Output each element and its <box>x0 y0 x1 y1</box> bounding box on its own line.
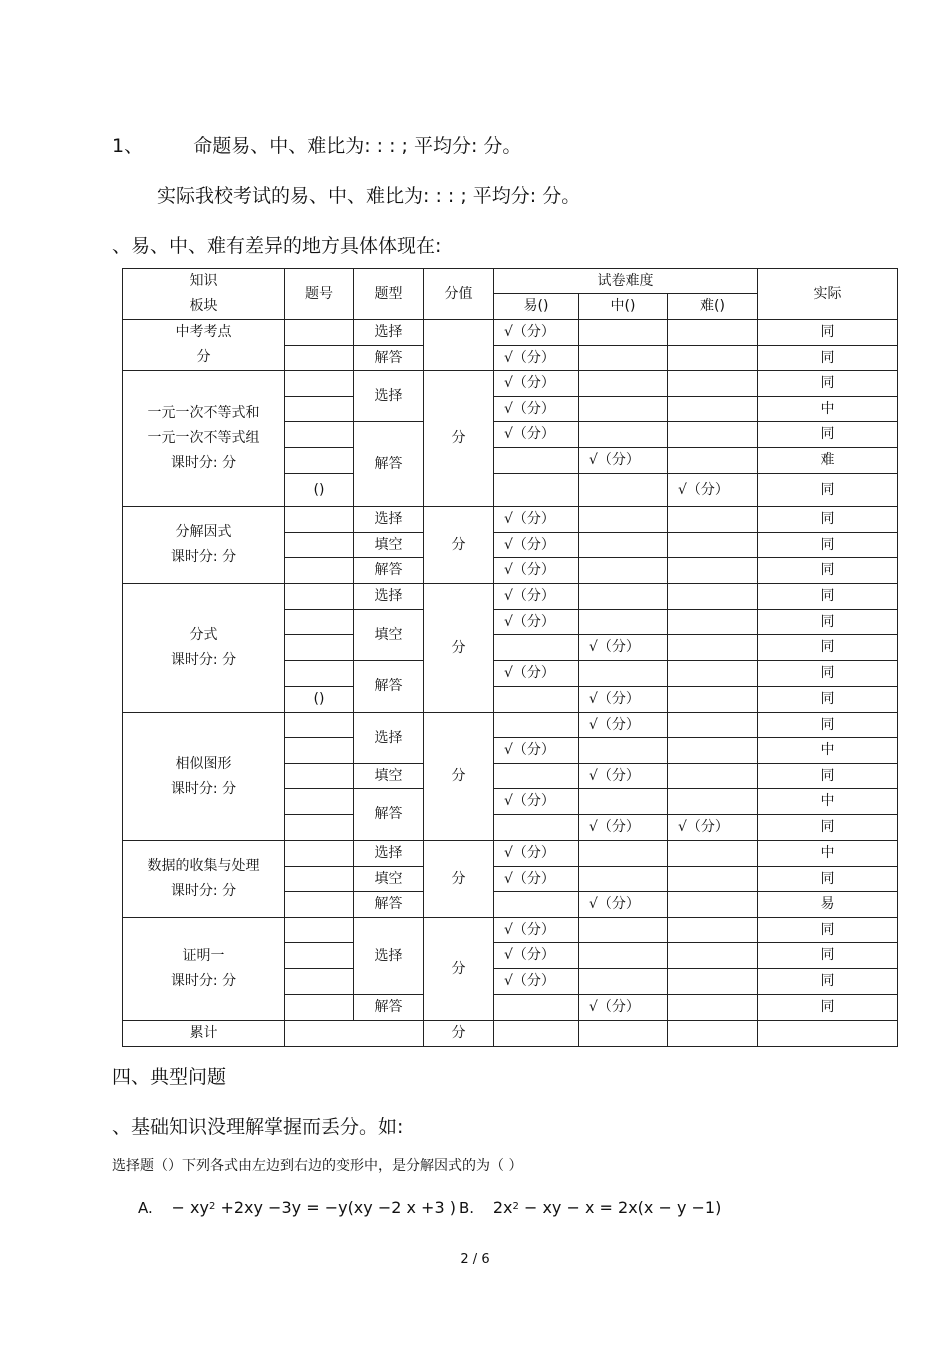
question-type-cell: 选择 <box>354 713 424 764</box>
question-type-cell: 解答 <box>354 661 424 713</box>
hard-cell <box>668 867 758 892</box>
mid-cell: √（分） <box>579 687 668 713</box>
hard-cell <box>668 995 758 1021</box>
mid-cell <box>579 918 668 943</box>
easy-cell: √（分） <box>494 371 579 397</box>
actual-cell: 同 <box>758 610 898 635</box>
header-knowledge: 知识 板块 <box>123 269 285 320</box>
hard-cell <box>668 533 758 558</box>
topic-line: 课时分: 分 <box>170 883 237 899</box>
hard-cell <box>668 918 758 943</box>
topic-line: 证明一 <box>182 948 225 964</box>
mid-cell <box>579 533 668 558</box>
question-number-cell <box>285 635 354 661</box>
mid-cell <box>579 969 668 995</box>
hard-cell <box>668 584 758 610</box>
question-number-cell <box>285 713 354 738</box>
mid-cell <box>579 320 668 346</box>
hard-cell <box>668 448 758 474</box>
topic-line: 课时分: 分 <box>170 780 237 797</box>
score-cell <box>424 320 494 371</box>
question-type-cell: 解答 <box>354 789 424 841</box>
total-empty-cell <box>494 1021 579 1047</box>
topic-cell <box>123 713 285 841</box>
header-score: 分值 <box>424 269 494 320</box>
mid-cell <box>579 346 668 371</box>
hard-cell <box>668 371 758 397</box>
topic-line: 课时分: 分 <box>170 652 237 668</box>
question-number-cell <box>285 584 354 610</box>
question-number-cell <box>285 867 354 892</box>
easy-cell: √（分） <box>494 661 579 687</box>
easy-cell: √（分） <box>494 943 579 969</box>
hard-cell <box>668 789 758 815</box>
topic-line: 分解因式 <box>175 524 232 540</box>
score-cell: 分 <box>424 841 494 918</box>
table-row <box>123 841 898 867</box>
actual-cell: 中 <box>758 738 898 764</box>
easy-cell: √（分） <box>494 610 579 635</box>
page-number: 2 / 6 <box>460 1252 490 1267</box>
question-number-cell <box>285 397 354 422</box>
question-number-cell <box>285 789 354 815</box>
actual-cell: 同 <box>758 661 898 687</box>
question-type-cell: 解答 <box>354 892 424 918</box>
hard-cell <box>668 610 758 635</box>
actual-cell: 中 <box>758 397 898 422</box>
actual-cell: 同 <box>758 713 898 738</box>
actual-cell: 同 <box>758 635 898 661</box>
option-a-formula: − $xy^2 +2xy -3y = -y(xy -2$ x +3 ) <box>171 1198 456 1217</box>
hard-cell <box>668 397 758 422</box>
actual-cell: 同 <box>758 533 898 558</box>
easy-cell: √（分） <box>494 346 579 371</box>
actual-cell: 中 <box>758 841 898 867</box>
hard-cell <box>668 635 758 661</box>
question-number-cell <box>285 918 354 943</box>
score-cell: 分 <box>424 918 494 1021</box>
total-empty-cell <box>579 1021 668 1047</box>
actual-cell: 同 <box>758 371 898 397</box>
hard-cell <box>668 738 758 764</box>
question-number-cell <box>285 815 354 841</box>
topic-cell <box>123 584 285 713</box>
question-type-cell: 解答 <box>354 558 424 584</box>
mid-cell <box>579 738 668 764</box>
header-type: 题型 <box>354 269 424 320</box>
easy-cell <box>494 687 579 713</box>
actual-cell: 同 <box>758 815 898 841</box>
topic-line: 课时分: 分 <box>170 973 237 989</box>
topic-line: 一元一次不等式和 <box>147 405 260 421</box>
mid-cell <box>579 867 668 892</box>
hard-cell <box>668 507 758 533</box>
actual-cell: 同 <box>758 474 898 507</box>
mid-cell <box>579 507 668 533</box>
mid-cell <box>579 841 668 867</box>
question-number-cell <box>285 841 354 867</box>
question-number-cell <box>285 422 354 448</box>
easy-cell: √（分） <box>494 738 579 764</box>
question-type-cell: 填空 <box>354 764 424 789</box>
difficulty-table <box>122 268 898 1047</box>
question-number-cell <box>285 738 354 764</box>
question-number-cell <box>285 533 354 558</box>
header-mid: 中() <box>579 294 668 320</box>
actual-cell: 中 <box>758 789 898 815</box>
actual-cell: 同 <box>758 969 898 995</box>
easy-cell <box>494 815 579 841</box>
mid-cell <box>579 371 668 397</box>
question-number-cell <box>285 995 354 1021</box>
topic-line: 课时分: 分 <box>170 455 237 471</box>
question-type-cell: 解答 <box>354 422 424 507</box>
total-empty-cell <box>668 1021 758 1047</box>
actual-cell: 同 <box>758 320 898 346</box>
question-type-cell: 选择 <box>354 507 424 533</box>
header-number: 题号 <box>285 269 354 320</box>
actual-cell: 同 <box>758 995 898 1021</box>
total-label: 累计 <box>123 1021 285 1047</box>
hard-cell <box>668 943 758 969</box>
actual-cell: 易 <box>758 892 898 918</box>
question-type-cell: 选择 <box>354 918 424 995</box>
mid-cell <box>579 474 668 507</box>
item-number: 1、 <box>112 135 144 157</box>
score-cell: 分 <box>424 371 494 507</box>
easy-cell: √（分） <box>494 867 579 892</box>
section-4-heading: 四、典型问题 <box>112 1066 227 1088</box>
topic-cell <box>123 918 285 1021</box>
ratio-actual-text: 实际我校考试的易、中、难比为: : : ; 平均分: 分。 <box>157 185 581 207</box>
mid-cell <box>579 584 668 610</box>
actual-cell: 同 <box>758 558 898 584</box>
actual-cell: 同 <box>758 867 898 892</box>
actual-cell: 同 <box>758 507 898 533</box>
question-type-cell: 填空 <box>354 867 424 892</box>
question-number-cell <box>285 507 354 533</box>
question-type-cell: 解答 <box>354 346 424 371</box>
easy-cell: √（分） <box>494 507 579 533</box>
easy-cell <box>494 474 579 507</box>
hard-cell <box>668 687 758 713</box>
topic-line: 中考考点 <box>175 324 232 340</box>
actual-cell: 同 <box>758 687 898 713</box>
question-number-cell: () <box>285 687 354 713</box>
question-number-cell <box>285 969 354 995</box>
option-a <box>138 1198 456 1217</box>
hard-cell <box>668 422 758 448</box>
question-type-cell: 填空 <box>354 533 424 558</box>
score-cell: 分 <box>424 713 494 841</box>
question-number-cell <box>285 346 354 371</box>
hard-cell: √（分） <box>668 815 758 841</box>
easy-cell: √（分） <box>494 584 579 610</box>
question-number-cell <box>285 610 354 635</box>
easy-cell: √（分） <box>494 789 579 815</box>
question-number-cell <box>285 764 354 789</box>
mid-cell: √（分） <box>579 635 668 661</box>
question-number-cell <box>285 320 354 346</box>
easy-cell <box>494 713 579 738</box>
easy-cell: √（分） <box>494 841 579 867</box>
question-type-cell: 选择 <box>354 584 424 610</box>
hard-cell: √（分） <box>668 474 758 507</box>
mid-cell <box>579 558 668 584</box>
easy-cell: √（分） <box>494 558 579 584</box>
hard-cell <box>668 713 758 738</box>
total-row <box>123 1021 898 1047</box>
easy-cell: √（分） <box>494 397 579 422</box>
question-type-cell: 选择 <box>354 841 424 867</box>
actual-cell: 同 <box>758 422 898 448</box>
question-number-cell: () <box>285 474 354 507</box>
mid-cell <box>579 397 668 422</box>
mid-cell: √（分） <box>579 995 668 1021</box>
easy-cell: √（分） <box>494 320 579 346</box>
easy-cell: √（分） <box>494 422 579 448</box>
total-score: 分 <box>424 1021 494 1047</box>
option-b-formula: $2x^2$ − xy − x = 2x(x − y −1) <box>492 1198 722 1217</box>
mid-cell <box>579 789 668 815</box>
hard-cell <box>668 764 758 789</box>
question-number-cell <box>285 892 354 918</box>
topic-line: 分式 <box>189 627 218 643</box>
easy-cell <box>494 764 579 789</box>
hard-cell <box>668 320 758 346</box>
actual-cell: 同 <box>758 918 898 943</box>
easy-cell: √（分） <box>494 969 579 995</box>
mid-cell: √（分） <box>579 764 668 789</box>
score-cell: 分 <box>424 507 494 584</box>
topic-line: 分 <box>196 349 211 365</box>
hard-cell <box>668 558 758 584</box>
topic-line: 数据的收集与处理 <box>147 858 260 874</box>
choice-question: 选择题（）下列各式由左边到右边的变形中，是分解因式的为（ ） <box>112 1158 523 1174</box>
total-blank <box>285 1021 424 1047</box>
difference-heading: 、易、中、难有差异的地方具体体现在: <box>112 235 442 257</box>
score-cell: 分 <box>424 584 494 713</box>
easy-cell <box>494 995 579 1021</box>
table-row <box>123 507 898 533</box>
question-number-cell <box>285 661 354 687</box>
question-number-cell <box>285 448 354 474</box>
header-easy: 易() <box>494 294 579 320</box>
topic-line: 课时分: 分 <box>170 549 237 565</box>
header-hard: 难() <box>668 294 758 320</box>
question-number-cell <box>285 371 354 397</box>
table-row <box>123 320 898 346</box>
mid-cell: √（分） <box>579 448 668 474</box>
table-row <box>123 371 898 397</box>
mid-cell <box>579 422 668 448</box>
actual-cell: 同 <box>758 943 898 969</box>
basic-knowledge-text: 、基础知识没理解掌握而丢分。如: <box>112 1116 404 1138</box>
mid-cell: √（分） <box>579 815 668 841</box>
actual-cell: 同 <box>758 584 898 610</box>
option-b <box>459 1198 721 1217</box>
mid-cell: √（分） <box>579 892 668 918</box>
hard-cell <box>668 661 758 687</box>
table-row <box>123 918 898 943</box>
easy-cell: √（分） <box>494 918 579 943</box>
header-actual: 实际 <box>758 269 898 320</box>
mid-cell <box>579 610 668 635</box>
ratio-planned-text: 命题易、中、难比为: : : ; 平均分: 分。 <box>193 135 522 157</box>
question-number-cell <box>285 558 354 584</box>
mid-cell <box>579 943 668 969</box>
hard-cell <box>668 969 758 995</box>
option-a-label: A. <box>138 1199 153 1217</box>
mid-cell <box>579 661 668 687</box>
table-row <box>123 584 898 610</box>
table-row <box>123 713 898 738</box>
option-b-label: B. <box>459 1199 475 1217</box>
topic-cell <box>123 507 285 584</box>
hard-cell <box>668 841 758 867</box>
question-type-cell: 选择 <box>354 371 424 422</box>
topic-line: 相似图形 <box>175 755 232 772</box>
topic-line: 一元一次不等式组 <box>147 430 260 446</box>
hard-cell <box>668 892 758 918</box>
actual-cell: 同 <box>758 346 898 371</box>
total-empty-cell <box>758 1021 898 1047</box>
header-difficulty: 试卷难度 <box>494 269 758 294</box>
hard-cell <box>668 346 758 371</box>
question-type-cell: 选择 <box>354 320 424 346</box>
question-type-cell: 解答 <box>354 995 424 1021</box>
question-type-cell: 填空 <box>354 610 424 661</box>
question-number-cell <box>285 943 354 969</box>
easy-cell <box>494 448 579 474</box>
easy-cell: √（分） <box>494 533 579 558</box>
actual-cell: 难 <box>758 448 898 474</box>
actual-cell: 同 <box>758 764 898 789</box>
easy-cell <box>494 892 579 918</box>
section-item-1 <box>112 131 521 158</box>
topic-cell <box>123 371 285 507</box>
easy-cell <box>494 635 579 661</box>
mid-cell: √（分） <box>579 713 668 738</box>
topic-cell <box>123 841 285 918</box>
topic-cell <box>123 320 285 371</box>
